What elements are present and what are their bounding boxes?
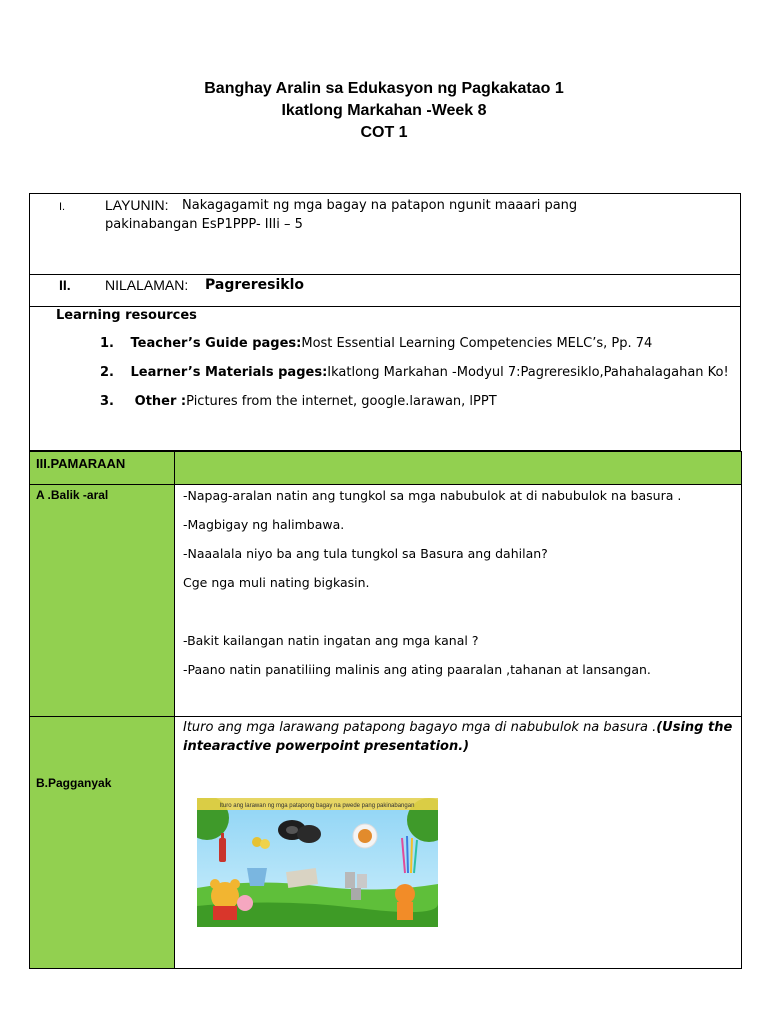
balik-aral-label: A .Balik -aral	[30, 485, 175, 717]
header-cot: COT 1	[360, 124, 408, 141]
nilalaman-box	[29, 275, 741, 307]
pamaraan-title: III.PAMARAAN	[30, 452, 175, 485]
resource-text: Most Essential Learning Competencies MELC’s, Pp. 74	[301, 336, 653, 351]
resource-item-1	[100, 336, 652, 351]
layunin-box	[29, 193, 741, 275]
pamaraan-header-blank	[175, 452, 742, 485]
resource-label: Other :	[134, 394, 187, 409]
pagganyak-label: B.Pagganyak	[36, 776, 112, 790]
resource-num: 1.	[100, 336, 114, 351]
resource-label: Learner’s Materials pages:	[130, 365, 328, 380]
resource-label: Teacher’s Guide pages:	[130, 336, 302, 351]
resource-num: 2.	[100, 365, 114, 380]
resources-box	[29, 307, 741, 451]
banner-text: Ituro ang larawan ng mga patapong bagay na pwede pang pakinabangan	[219, 803, 415, 809]
recyclables-picture	[197, 798, 438, 927]
resource-num: 3.	[100, 394, 114, 409]
layunin-text-1: Nakagagamit ng mga bagay na patapon ngunit maaari pang	[182, 198, 578, 213]
header-title: Banghay Aralin sa Edukasyon ng Pagkakatao 1	[204, 80, 564, 97]
nilalaman-title: NILALAMAN:	[105, 277, 189, 293]
resource-item-3	[100, 394, 497, 409]
balik-aral-line-3: -Naaalala niyo ba ang tula tungkol sa Basura ang dahilan?	[183, 546, 548, 561]
pagganyak-text-italic: Ituro ang mga larawang patapong bagayo mga di nabubulok na basura .	[183, 720, 657, 735]
balik-aral-line-5: -Bakit kailangan natin ingatan ang mga kanal ?	[183, 633, 479, 648]
nilalaman-roman: II.	[59, 277, 71, 293]
nilalaman-text: Pagreresiklo	[205, 277, 305, 293]
pagganyak-text	[183, 718, 733, 756]
balik-aral-line-6: -Paano natin panatiliing malinis ang ating paaralan ,tahanan at lansangan.	[183, 662, 651, 677]
layunin-roman: I.	[59, 201, 66, 213]
pagganyak-text-bold: (Using the intearactive powerpoint presentation.)	[183, 720, 733, 754]
header-subtitle: Ikatlong Markahan -Week 8	[281, 102, 487, 119]
balik-aral-content	[175, 485, 742, 717]
resource-item-2	[100, 365, 729, 380]
balik-aral-row	[30, 485, 742, 717]
resource-text: Pictures from the internet, google.larawan, lPPT	[186, 394, 497, 409]
layunin-text-2: pakinabangan EsP1PPP- IIIi – 5	[105, 217, 303, 232]
balik-aral-line-2: -Magbigay ng halimbawa.	[183, 517, 345, 532]
document-header	[0, 78, 768, 144]
recyclables-illustration	[197, 798, 438, 927]
balik-aral-line-1: -Napag-aralan natin ang tungkol sa mga nabubulok at di nabubulok na basura .	[183, 488, 682, 503]
balik-aral-line-4: Cge nga muli nating bigkasin.	[183, 575, 370, 590]
pagganyak-label-cell	[30, 717, 175, 969]
layunin-title: LAYUNIN:	[105, 197, 169, 213]
pamaraan-header-row	[30, 452, 742, 485]
resources-title: Learning resources	[56, 308, 197, 323]
resource-text: Ikatlong Markahan -Modyul 7:Pagreresiklo,Pahahalagahan Ko!	[327, 365, 729, 380]
